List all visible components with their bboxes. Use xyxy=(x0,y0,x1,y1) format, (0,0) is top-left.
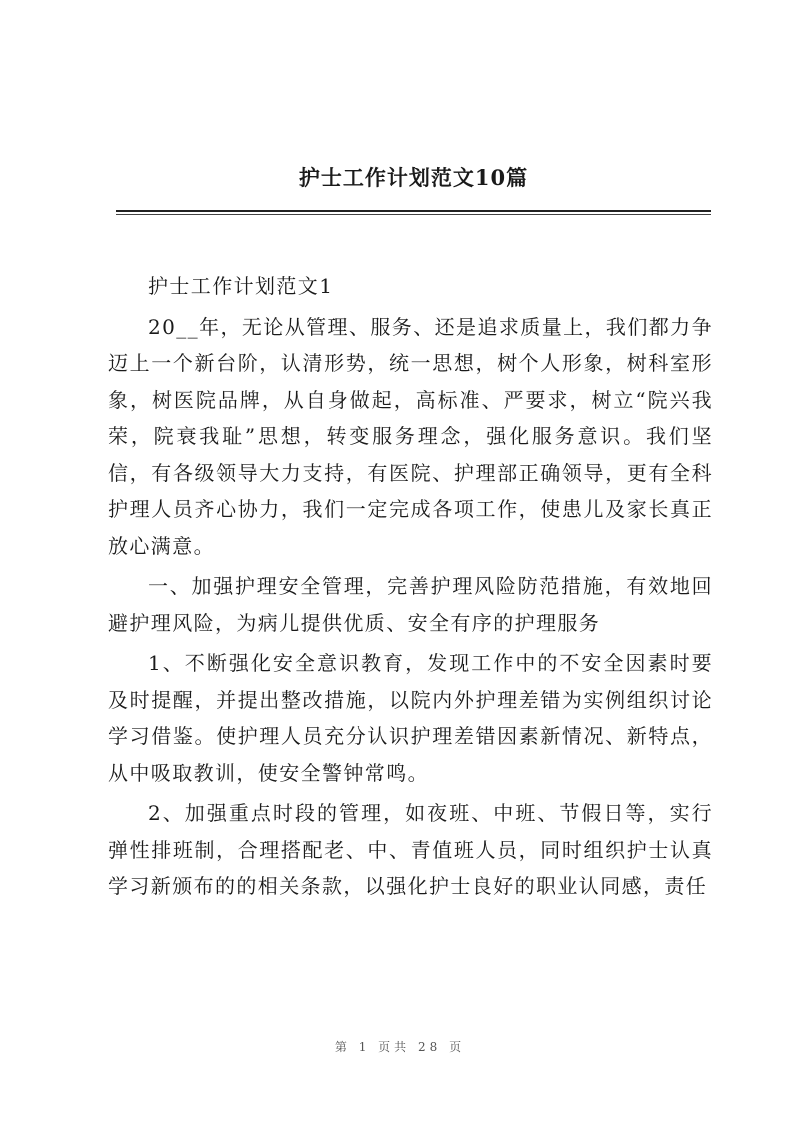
body-paragraph: 1、不断强化安全意识教育，发现工作中的不安全因素时要及时提醒，并提出整改措施，以院内外护理差错为实例组织讨论学习借鉴。使护理人员充分认识护理差错因素新情况、新特点，从中吸取教训，使安全警钟常鸣。 xyxy=(108,651,713,785)
title-divider-thin xyxy=(116,214,711,215)
document-body xyxy=(108,268,713,905)
body-paragraph: 20__年，无论从管理、服务、还是追求质量上，我们都力争迈上一个新台阶，认清形势，统一思想，树个人形象，树科室形象，树医院品牌，从自身做起，高标准、严要求，树立“院兴我荣，院衰我耻”思想，转变服务理念，强化服务意识。我们坚信，有各级领导大力支持，有医院、护理部正确领导，更有全科护理人员齐心协力，我们一定完成各项工作，使患儿及家长真正放心满意。 xyxy=(108,314,713,558)
page-number-label: 第 1 页共 28 页 xyxy=(334,1040,466,1054)
document-title: 护士工作计划范文10篇 xyxy=(298,165,529,190)
title-divider xyxy=(116,210,711,212)
body-paragraph: 一、加强护理安全管理，完善护理风险防范措施，有效地回避护理风险，为病儿提供优质、安全有序的护理服务 xyxy=(108,574,713,635)
section-heading: 护士工作计划范文1 xyxy=(148,274,334,298)
page-footer xyxy=(0,1038,800,1055)
body-paragraph: 2、加强重点时段的管理，如夜班、中班、节假日等，实行弹性排班制，合理搭配老、中、青值班人员，同时组织护士认真学习新颁布的的相关条款，以强化护士良好的职业认同感，责任 xyxy=(108,801,713,898)
